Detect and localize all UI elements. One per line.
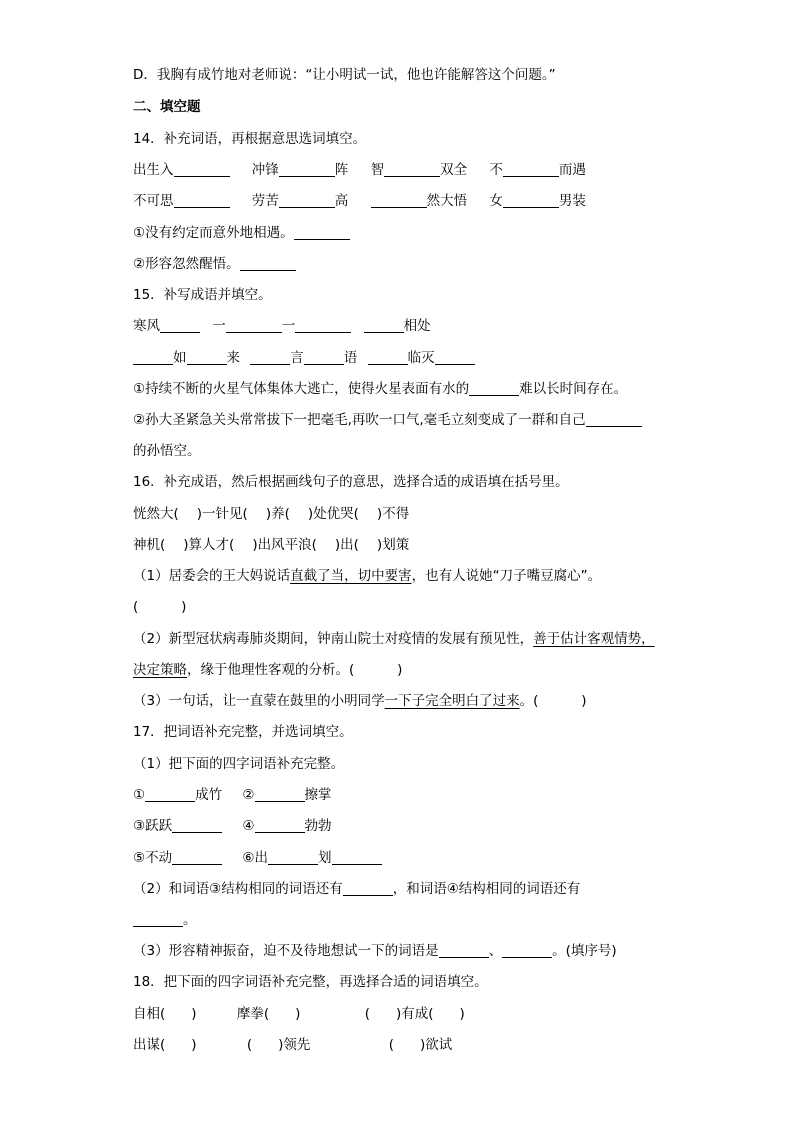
blank[interactable] (255, 786, 305, 802)
blank[interactable] (268, 849, 318, 865)
section-heading: 二、填空题 (133, 99, 201, 115)
q17-title: 17．把词语补充完整，并选词填空。 (133, 724, 353, 740)
q15-sentence-2: ②孙大圣紧急关头常常拔下一把毫毛,再吹一口气,毫毛立刻变成了一群和自己 (133, 408, 694, 432)
q15-row-1: 寒风 一 一 相处 (133, 318, 431, 334)
blank[interactable] (172, 817, 222, 833)
q17-part-2: （2）和词语③结构相同的词语还有 ，和词语④结构相同的词语还有 (133, 881, 581, 897)
q18-row-1: 自相( ) 摩拳( ) ( )有成( ) (133, 1006, 465, 1022)
q18-title: 18．把下面的四字词语补充完整，再选择合适的词语填空。 (133, 974, 488, 990)
q16-item-1-paren[interactable]: ( ) (133, 599, 187, 615)
q15-row-2: 如 来 言 语 临灭 (133, 346, 694, 370)
blank[interactable] (371, 192, 427, 208)
q14-sentence-2: ②形容忽然醒悟。 (133, 252, 694, 276)
blank[interactable] (174, 192, 230, 208)
q15-sentence-1: ①持续不断的火星气体集体大逃亡，使得火星表面有水的 难以长时间存在。 (133, 381, 628, 397)
q17-part-2-cont: 。 (133, 908, 694, 932)
q18-row-2: 出谋( ) ( )领先 ( )欲试 (133, 1037, 453, 1053)
q16-item-3: （3）一句话，让一直蒙在鼓里的小明同学一下子完全明白了过来。( ) (133, 693, 587, 709)
q15-title: 15．补写成语并填空。 (133, 287, 272, 303)
blank[interactable] (160, 317, 200, 333)
q17-part-1: （1）把下面的四字词语补充完整。 (133, 756, 345, 772)
q16-item-2-cont: 决定策略，缘于他理性客观的分析。( ) (133, 662, 403, 678)
q14-sentence-1: ①没有约定而意外地相遇。 (133, 221, 694, 245)
q16-title: 16．补充成语，然后根据画线句子的意思，选择合适的成语填在括号里。 (133, 474, 569, 490)
blank[interactable] (145, 786, 195, 802)
blank[interactable] (469, 380, 519, 396)
blank[interactable] (368, 349, 408, 365)
blank[interactable] (174, 161, 230, 177)
blank[interactable] (226, 317, 282, 333)
q14-row-1: 出生入 冲锋 阵 智 双全 不 而遇 (133, 162, 586, 178)
blank[interactable] (255, 817, 305, 833)
q14-row-2: 不可思 劳苦 高 然大悟 女 男装 (133, 193, 586, 209)
blank[interactable] (503, 161, 559, 177)
q16-row-2: 神机( )算人才( )出风平浪( )出( )划策 (133, 537, 410, 553)
blank[interactable] (172, 849, 222, 865)
q15-sentence-2-cont: 的孙悟空。 (133, 443, 201, 459)
blank[interactable] (586, 411, 642, 427)
q17-row-1: ① 成竹 ② 擦掌 (133, 787, 332, 803)
q17-row-2: ③跃跃 ④ 勃勃 (133, 818, 332, 834)
blank[interactable] (133, 911, 183, 927)
blank[interactable] (304, 349, 344, 365)
blank[interactable] (294, 224, 350, 240)
q17-part-3: （3）形容精神振奋，迫不及待地想试一下的词语是 、 。(填序号) (133, 943, 617, 959)
blank[interactable] (332, 849, 382, 865)
blank[interactable] (133, 349, 173, 365)
blank[interactable] (279, 161, 335, 177)
blank[interactable] (364, 317, 404, 333)
blank[interactable] (343, 880, 393, 896)
blank[interactable] (435, 349, 475, 365)
q16-row-1: 恍然大( )一针见( )养( )处优哭( )不得 (133, 506, 410, 522)
blank[interactable] (240, 255, 296, 271)
blank[interactable] (502, 942, 552, 958)
blank[interactable] (295, 317, 351, 333)
blank[interactable] (250, 349, 290, 365)
q17-row-3: ⑤不动 ⑥出 划 (133, 846, 694, 870)
blank[interactable] (439, 942, 489, 958)
blank[interactable] (279, 192, 335, 208)
blank[interactable] (384, 161, 440, 177)
blank[interactable] (187, 349, 227, 365)
blank[interactable] (503, 192, 559, 208)
q14-title: 14．补充词语，再根据意思选词填空。 (133, 131, 367, 147)
q16-item-2: （2）新型冠状病毒肺炎期间，钟南山院士对疫情的发展有预见性，善于估计客观情势， (133, 631, 655, 647)
q16-item-1: （1）居委会的王大妈说话直截了当，切中要害，也有人说她“刀子嘴豆腐心”。 (133, 568, 602, 584)
option-d: D．我胸有成竹地对老师说：“让小明试一试，他也许能解答这个问题。” (133, 67, 556, 83)
